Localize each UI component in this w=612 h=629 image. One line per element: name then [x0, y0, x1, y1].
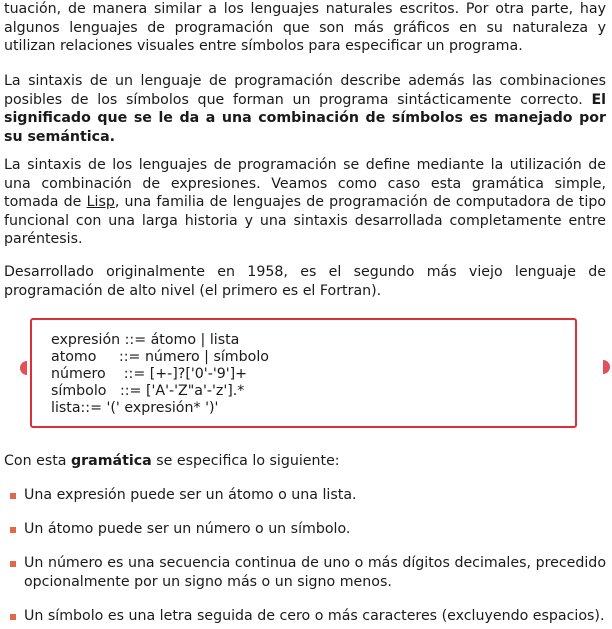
- paragraph-expressions-text-1: La sintaxis de los lenguajes de programación se define mediante la utilización de una combinación de expresiones. Veamos como caso esta gramática simple, tomada de: [4, 157, 606, 211]
- grammar-line: expresión ::= átomo | lista: [51, 332, 240, 348]
- grammar-line: lista::= '(' expresión* ')': [51, 400, 219, 416]
- paragraph-history-text: Desarrollado originalmente en 1958, es el segundo más viejo lenguaje de programación de alto nivel (el primero es el Fortran).: [4, 264, 606, 299]
- bullet-square-icon: [10, 527, 16, 533]
- grammar-line: símbolo ::= ['A'-'Z"a'-'z'].*: [51, 383, 245, 399]
- bullet-square-icon: [10, 493, 16, 499]
- grammar-line: número ::= [+-]?['0'-'9']+: [51, 366, 248, 382]
- list-item-text: Un símbolo es una letra seguida de cero o más caracteres (excluyendo espacios).: [24, 608, 605, 624]
- paragraph-grammar-intro: [4, 452, 340, 471]
- grammar-line: atomo ::= número | símbolo: [51, 349, 269, 365]
- list-item-text: Un átomo puede ser un número o un símbolo.: [24, 521, 351, 537]
- paragraph-history: [4, 263, 606, 300]
- grammar-code-box: [30, 318, 577, 428]
- list-item-text: Un número es una secuencia continua de uno o más dígitos decimales, precedido opcionalmente por un signo más o un signo menos.: [24, 555, 606, 590]
- code-box-left-marker: [20, 361, 27, 375]
- paragraph-grammar-intro-bold: gramática: [70, 453, 152, 469]
- paragraph-grammar-intro-text-1: Con esta: [4, 453, 71, 469]
- paragraph-syntax: [4, 72, 606, 146]
- lisp-link[interactable]: Lisp: [86, 194, 115, 211]
- list-item: [10, 520, 606, 539]
- paragraph-expressions: [4, 156, 606, 249]
- list-item: [10, 607, 606, 626]
- paragraph-intro: [4, 0, 606, 56]
- paragraph-intro-text: tuación, de manera similar a los lenguajes naturales escritos. Por otra parte, hay algunos lenguajes de programación que son más gráficos en su naturaleza y utilizan relaciones visuales entre símbolos para especificar un programa.: [4, 1, 606, 55]
- paragraph-grammar-intro-text-2: se especifica lo siguiente:: [151, 453, 340, 469]
- bullet-square-icon: [10, 614, 16, 620]
- list-item: [10, 554, 606, 591]
- paragraph-expressions-text-2: , una familia de lenguajes de programación de computadora de tipo funcional con una larga historia y una sintaxis desarrollada completamente entre paréntesis.: [4, 194, 606, 248]
- code-box-right-marker: [603, 360, 610, 374]
- paragraph-syntax-text: La sintaxis de un lenguaje de programación describe además las combinaciones posibles de los símbolos que forman un programa sintácticamente correcto.: [4, 73, 606, 108]
- bullet-square-icon: [10, 561, 16, 567]
- list-item-text: Una expresión puede ser un átomo o una lista.: [24, 487, 357, 503]
- paragraph-syntax-bold: El significado que se le da a una combinación de símbolos es manejado por su semántica.: [4, 91, 606, 145]
- list-item: [10, 486, 606, 505]
